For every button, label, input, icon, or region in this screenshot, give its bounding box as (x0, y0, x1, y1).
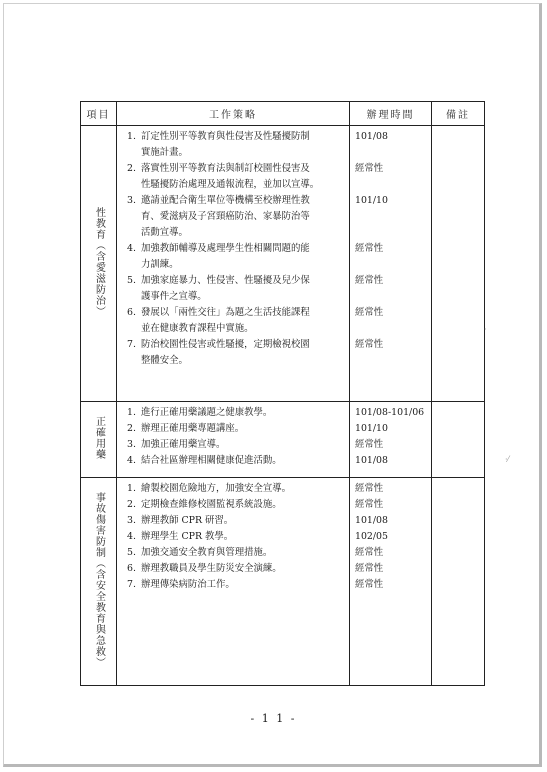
strategy-text: 訂定性別平等教育與性侵害及性騷擾防制 (141, 131, 310, 142)
strategy-number (119, 145, 141, 161)
strategy-text: 並在健康教育課程中實施。 (141, 323, 254, 334)
table-body (81, 126, 485, 686)
time-value: 經常性 (355, 579, 384, 590)
strategy-number: 5. (127, 275, 136, 286)
strategy-number (119, 353, 141, 369)
strategy-line (119, 421, 345, 437)
strategy-text: 實施計畫。 (141, 147, 188, 158)
strategy-text: 辦理正確用藥專題講座。 (141, 423, 245, 434)
time-value: 經常性 (355, 163, 384, 174)
header-note: 備註 (432, 102, 485, 126)
category-cell (81, 478, 117, 686)
health-promotion-plan-table (80, 101, 485, 686)
strategy-number: 1. (127, 131, 136, 142)
strategy-text: 辦理傳染病防治工作。 (141, 579, 235, 590)
strategy-text: 力訓練。 (141, 259, 179, 270)
strategy-text: 結合社區辦理相關健康促進活動。 (141, 455, 282, 466)
strategy-line (119, 241, 345, 257)
time-value (355, 289, 431, 305)
time-cell (350, 126, 432, 402)
time-value: 102/05 (355, 531, 388, 542)
header-time: 辦理時間 (350, 102, 432, 126)
time-list (350, 478, 431, 595)
strategy-number: 2. (127, 499, 136, 510)
time-list (350, 402, 431, 471)
time-value: 101/08 (355, 131, 388, 142)
strategy-line (119, 545, 345, 561)
strategy-line (119, 305, 345, 321)
pencil-mark: ·⁄ (505, 455, 509, 464)
table-row (81, 402, 485, 478)
strategy-text: 辦理教職員及學生防災安全演練。 (141, 563, 282, 574)
time-list (350, 126, 431, 371)
strategy-line (119, 273, 345, 289)
strategy-line (119, 561, 345, 577)
strategy-text: 活動宣導。 (141, 227, 188, 238)
strategy-cell (117, 478, 350, 686)
strategy-number: 3. (127, 195, 136, 206)
time-value: 101/08 (355, 455, 388, 466)
strategy-line (119, 289, 345, 305)
strategy-number: 6. (127, 563, 136, 574)
strategy-text: 加強家庭暴力、性侵害、性騷擾及兒少保 (141, 275, 310, 286)
time-value: 經常性 (355, 563, 384, 574)
note-cell (432, 402, 485, 478)
strategy-text: 辦理學生 CPR 教學。 (141, 531, 234, 542)
strategy-number: 1. (127, 483, 136, 494)
time-value: 經常性 (355, 307, 384, 318)
note-cell (432, 478, 485, 686)
strategy-text: 定期檢查維修校園監視系統設施。 (141, 499, 282, 510)
time-value: 經常性 (355, 439, 384, 450)
strategy-number: 3. (127, 439, 136, 450)
time-value: 101/10 (355, 195, 388, 206)
strategy-line (119, 129, 345, 145)
strategy-line (119, 513, 345, 529)
strategy-number: 4. (127, 455, 136, 466)
strategy-text: 辦理教師 CPR 研習。 (141, 515, 234, 526)
table-row (81, 478, 485, 686)
time-value (355, 177, 431, 193)
strategy-number: 5. (127, 547, 136, 558)
time-value (355, 145, 431, 161)
strategy-list (117, 126, 349, 371)
strategy-line (119, 225, 345, 241)
strategy-line (119, 497, 345, 513)
time-cell (350, 478, 432, 686)
time-value: 經常性 (355, 243, 384, 254)
time-cell (350, 402, 432, 478)
time-value (355, 257, 431, 273)
category-label: 事故傷害防制（含安全教育與急救） (93, 491, 105, 668)
strategy-text: 整體安全。 (141, 355, 188, 366)
strategy-number: 2. (127, 423, 136, 434)
strategy-line (119, 529, 345, 545)
time-value (355, 353, 431, 369)
time-value (355, 225, 431, 241)
page-number: - 1 1 - (250, 712, 297, 725)
strategy-text: 加強教師輔導及處理學生性相關問題的能 (141, 243, 310, 254)
strategy-line (119, 481, 345, 497)
strategy-number (119, 177, 141, 193)
strategy-number: 1. (127, 407, 136, 418)
time-value (355, 321, 431, 337)
table-header-row (81, 102, 485, 126)
strategy-cell (117, 126, 350, 402)
strategy-number: 4. (127, 531, 136, 542)
time-value: 經常性 (355, 339, 384, 350)
strategy-text: 性騷擾防治處理及通報流程，並加以宣導。 (141, 179, 320, 190)
header-strategy: 工作策略 (117, 102, 350, 126)
strategy-line (119, 193, 345, 209)
pencil-mark: · (484, 325, 487, 334)
strategy-line (119, 453, 345, 469)
strategy-line (119, 145, 345, 161)
strategy-list (117, 402, 349, 471)
strategy-line (119, 437, 345, 453)
strategy-line (119, 257, 345, 273)
time-value: 經常性 (355, 483, 384, 494)
strategy-text: 育、愛滋病及子宮頸癌防治、家暴防治等 (141, 211, 310, 222)
strategy-number: 2. (127, 163, 136, 174)
strategy-line (119, 353, 345, 369)
time-value: 經常性 (355, 499, 384, 510)
strategy-number: 7. (127, 579, 136, 590)
note-cell (432, 126, 485, 402)
strategy-number (119, 225, 141, 241)
strategy-number: 4. (127, 243, 136, 254)
strategy-number (119, 289, 141, 305)
strategy-text: 防治校園性侵害或性騷擾，定期檢視校園 (141, 339, 310, 350)
strategy-line (119, 321, 345, 337)
time-value: 經常性 (355, 547, 384, 558)
time-value (355, 209, 431, 225)
time-value: 101/08 (355, 515, 388, 526)
category-label: 正確用藥 (93, 415, 105, 460)
time-value: 101/08-101/06 (355, 407, 425, 418)
strategy-text: 邀請並配合衛生單位等機構至校辦理性教 (141, 195, 310, 206)
strategy-text: 加強交通安全教育與管理措施。 (141, 547, 273, 558)
strategy-text: 落實性別平等教育法與制訂校園性侵害及 (141, 163, 310, 174)
strategy-line (119, 177, 345, 193)
strategy-text: 發展以「兩性交往」為題之生活技能課程 (141, 307, 310, 318)
strategy-cell (117, 402, 350, 478)
table-row (81, 126, 485, 402)
strategy-list (117, 478, 349, 595)
strategy-number: 7. (127, 339, 136, 350)
time-value: 經常性 (355, 275, 384, 286)
strategy-text: 繪製校園危險地方，加強安全宣導。 (141, 483, 292, 494)
strategy-number (119, 209, 141, 225)
strategy-text: 加強正確用藥宣導。 (141, 439, 226, 450)
strategy-number (119, 257, 141, 273)
strategy-line (119, 577, 345, 593)
strategy-number: 6. (127, 307, 136, 318)
strategy-text: 進行正確用藥議題之健康教學。 (141, 407, 273, 418)
category-cell (81, 402, 117, 478)
strategy-line (119, 405, 345, 421)
strategy-number: 3. (127, 515, 136, 526)
strategy-line (119, 161, 345, 177)
category-label: 性教育（含愛滋防治） (93, 206, 105, 317)
time-value: 101/10 (355, 423, 388, 434)
strategy-text: 護事件之宣導。 (141, 291, 207, 302)
strategy-number (119, 321, 141, 337)
category-cell (81, 126, 117, 402)
strategy-line (119, 209, 345, 225)
strategy-line (119, 337, 345, 353)
header-item: 項目 (81, 102, 117, 126)
